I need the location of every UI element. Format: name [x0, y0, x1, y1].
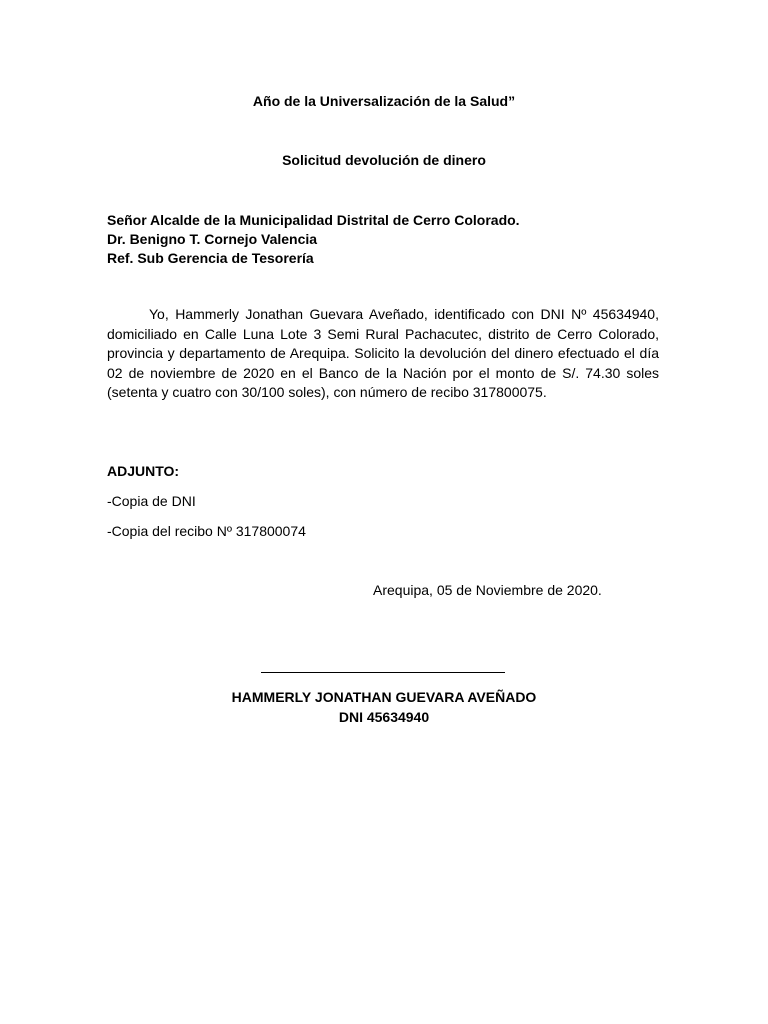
- document-subject: Solicitud devolución de dinero: [282, 152, 486, 168]
- addressee-line-2: Dr. Benigno T. Cornejo Valencia: [107, 231, 318, 247]
- attachment-item: -Copia del recibo Nº 317800074: [107, 523, 306, 539]
- year-motto: Año de la Universalización de la Salud”: [252, 93, 516, 109]
- signature-line: [261, 672, 505, 673]
- place-and-date: Arequipa, 05 de Noviembre de 2020.: [373, 582, 602, 598]
- signer-dni: DNI 45634940: [338, 709, 430, 725]
- addressee-line-1: Señor Alcalde de la Municipalidad Distrital de Cerro Colorado.: [107, 212, 520, 228]
- addressee-line-3: Ref. Sub Gerencia de Tesorería: [107, 250, 314, 266]
- attachment-item: -Copia de DNI: [107, 493, 196, 509]
- attachments-heading: ADJUNTO:: [107, 463, 180, 479]
- signer-name: HAMMERLY JONATHAN GUEVARA AVEÑADO: [231, 689, 537, 705]
- request-body: Yo, Hammerly Jonathan Guevara Aveñado, identificado con DNI Nº 45634940, domiciliado en Calle Luna Lote 3 Semi Rural Pachacutec, distrito de Cerro Colorado, provincia y departamento de Arequipa. Solicito la devolución del dinero efectuado el día 02 de noviembre de 2020 en el Banco de la Nación por el monto de S/. 74.30 soles (setenta y cuatro con 30/100 soles), con número de recibo 317800075.: [107, 306, 659, 401]
